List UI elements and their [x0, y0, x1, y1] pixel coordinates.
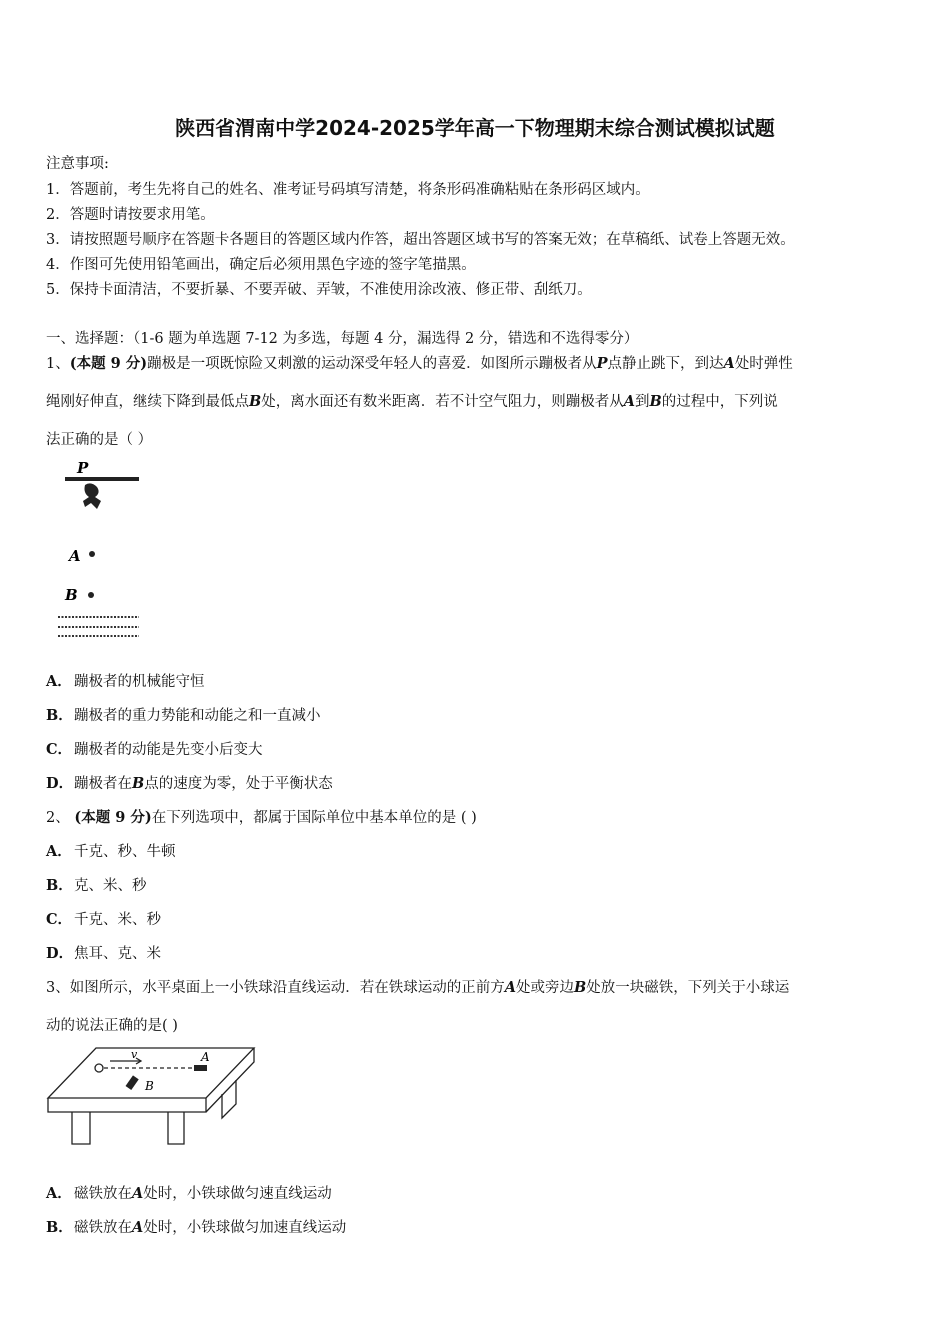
- option-letter: C．: [46, 741, 73, 758]
- question-text: 点静止跳下，到达: [607, 356, 724, 372]
- question-2-line-1: [46, 806, 477, 827]
- option-text: 磁铁放在: [74, 1186, 132, 1202]
- option-text: 蹦极者的动能是先变小后变大: [74, 742, 263, 758]
- option-text: 处时，小铁球做匀速直线运动: [143, 1186, 332, 1202]
- notice-item: 3．请按照题号顺序在答题卡各题目的答题区域内作答，超出答题区域书写的答案无效；在草稿纸、试卷上答题无效。: [46, 232, 795, 248]
- question-text: 绳刚好伸直，继续下降到最低点: [46, 394, 249, 410]
- q2-option-c[interactable]: [46, 908, 161, 929]
- point-label: B: [132, 775, 145, 792]
- question-number: 3、: [46, 980, 70, 996]
- question-text: 到: [635, 394, 650, 410]
- iron-ball: [95, 1064, 103, 1072]
- table-leg: [168, 1112, 184, 1144]
- notice-heading: 注意事项:: [46, 156, 109, 172]
- point-label: P: [596, 355, 608, 372]
- point-label: B: [574, 979, 587, 996]
- q3-option-b[interactable]: [46, 1216, 346, 1237]
- point-label: A: [132, 1219, 144, 1236]
- figure-label-b: B: [65, 586, 78, 604]
- option-letter: B．: [46, 877, 73, 894]
- option-letter: A．: [46, 843, 72, 860]
- question-score: (本题 9 分): [69, 355, 148, 372]
- notice-item: 4．作图可先使用铅笔画出，确定后必须用黑色字迹的签字笔描黑。: [46, 257, 476, 273]
- figure-label-a: A: [69, 547, 81, 565]
- question-text: 处或旁边: [516, 980, 574, 996]
- question-3-line-2: 动的说法正确的是( ): [46, 1018, 178, 1034]
- question-number: 1、: [46, 356, 70, 372]
- option-letter: A．: [46, 1185, 72, 1202]
- option-text: 蹦极者的重力势能和动能之和一直减小: [74, 708, 321, 724]
- option-text: 磁铁放在: [74, 1220, 132, 1236]
- q2-option-b[interactable]: [46, 874, 147, 895]
- page-title: 陕西省渭南中学2024-2025学年高一下物理期末综合测试模拟试题: [175, 116, 775, 140]
- question-number: 2、: [46, 810, 70, 826]
- question-text: 在下列选项中，都属于国际单位中基本单位的是 ( ): [151, 810, 477, 826]
- question-1-line-2: [46, 390, 778, 411]
- option-letter: C．: [46, 911, 73, 928]
- notice-item: 2．答题时请按要求用笔。: [46, 207, 215, 223]
- question-1-line-1: [46, 352, 793, 373]
- question-score: (本题 9 分): [74, 809, 152, 826]
- option-letter: B．: [46, 707, 73, 724]
- q2-option-a[interactable]: [46, 840, 176, 861]
- figure-label-a: A: [201, 1050, 210, 1064]
- question-text: 处放一块磁铁，下列关于小球运: [586, 980, 790, 996]
- notice-item: 5．保持卡面清洁，不要折暴、不要弄破、弄皱，不准使用涂改液、修正带、刮纸刀。: [46, 282, 592, 298]
- question-text: 蹦极是一项既惊险又刺激的运动深受年轻人的喜爱．如图所示蹦极者从: [147, 356, 597, 372]
- q1-option-b[interactable]: [46, 704, 321, 725]
- q1-option-a[interactable]: [46, 670, 205, 691]
- option-text: 克、米、秒: [74, 878, 147, 894]
- table-figure: [44, 1042, 259, 1150]
- option-letter: B．: [46, 1219, 73, 1236]
- point-label: A: [132, 1185, 144, 1202]
- q1-option-c[interactable]: [46, 738, 263, 759]
- question-3-line-1: [46, 976, 789, 997]
- question-text: 的过程中，下列说: [661, 394, 778, 410]
- point-a-marker: [89, 551, 95, 557]
- point-label: A: [504, 979, 516, 996]
- magnet-a: [194, 1065, 207, 1071]
- option-text: 千克、秒、牛顿: [74, 844, 176, 860]
- notice-item: 1．答题前，考生先将自己的姓名、准考证号码填写清楚，将条形码准确粘贴在条形码区域内。: [46, 182, 650, 198]
- option-letter: D．: [46, 775, 74, 792]
- figure-label-b: B: [145, 1079, 154, 1093]
- section-heading: 一、选择题：（1-6 题为单选题 7-12 为多选，每题 4 分，漏选得 2 分，错选和不选得零分）: [46, 331, 639, 347]
- option-text: 焦耳、克、米: [74, 946, 161, 962]
- figure-label-p: P: [77, 459, 89, 477]
- question-1-line-3: 法正确的是（ ）: [46, 432, 153, 448]
- option-text: 蹦极者在: [74, 776, 132, 792]
- jumper-icon: [83, 483, 101, 509]
- table-leg: [72, 1112, 90, 1144]
- question-text: 如图所示，水平桌面上一小铁球沿直线运动．若在铁球运动的正前方: [69, 980, 505, 996]
- figure-label-v: v: [131, 1048, 138, 1061]
- point-label: B: [649, 393, 662, 410]
- point-label: A: [623, 393, 636, 410]
- point-label: B: [249, 393, 262, 410]
- option-text: 蹦极者的机械能守恒: [74, 674, 205, 690]
- table-leg: [222, 1080, 236, 1118]
- magnet-b: [126, 1075, 139, 1090]
- option-letter: D．: [46, 945, 74, 962]
- option-letter: A．: [46, 673, 72, 690]
- water-surface: [58, 617, 139, 636]
- option-text: 点的速度为零，处于平衡状态: [144, 776, 333, 792]
- question-text: 处，离水面还有数米距离．若不计空气阻力，则蹦极者从: [261, 394, 624, 410]
- option-text: 处时，小铁球做匀加速直线运动: [143, 1220, 347, 1236]
- q3-option-a[interactable]: [46, 1182, 332, 1203]
- q2-option-d[interactable]: [46, 942, 161, 963]
- point-b-marker: [88, 592, 94, 598]
- bungee-figure: [55, 455, 150, 645]
- q1-option-d[interactable]: [46, 772, 333, 793]
- point-label: A: [723, 355, 735, 372]
- option-text: 千克、米、秒: [74, 912, 161, 928]
- platform: [65, 477, 139, 481]
- question-text: 处时弹性: [734, 356, 793, 372]
